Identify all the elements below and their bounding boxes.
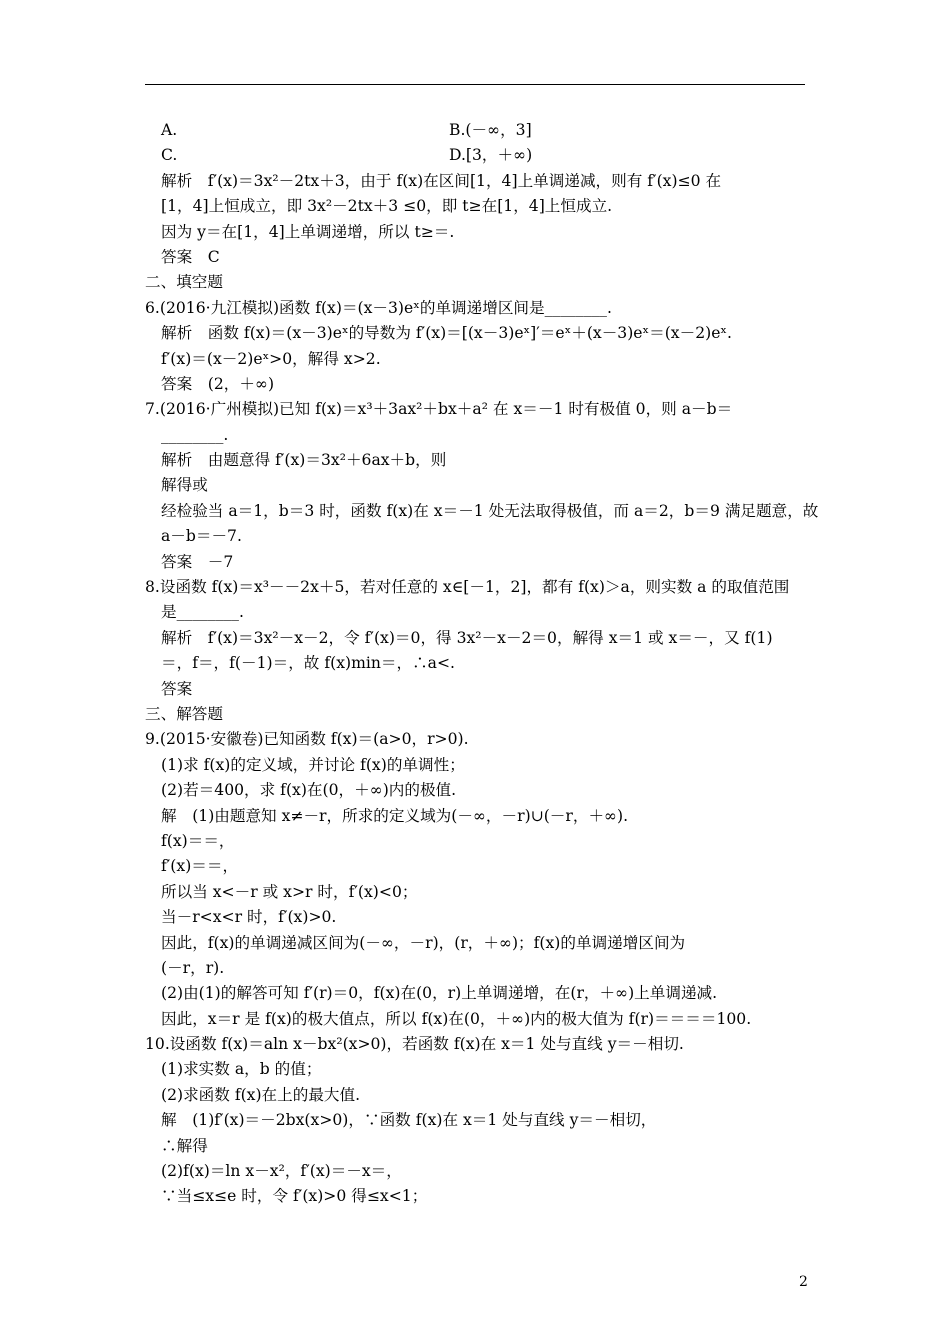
- text-line: 经检验当 a＝1，b＝3 时，函数 f(x)在 x＝－1 处无法取得极值，而 a＝2，b＝9 满足题意，故: [161, 501, 819, 520]
- options-row-cd: [145, 143, 815, 168]
- text-line: ∵当≤x≤e 时，令 f′(x)>0 得≤x<1；: [161, 1187, 428, 1206]
- text-line: (2)f(x)＝ln x－x²，f′(x)＝－x＝，: [161, 1162, 402, 1181]
- option-c: C.: [161, 146, 178, 165]
- text-line: 解 (1)由题意知 x≠－r，所求的定义域为(－∞，－r)∪(－r，＋∞).: [161, 806, 629, 825]
- answer-line: 答案 －7: [161, 552, 234, 571]
- question-line: 6.(2016·九江模拟)函数 f(x)＝(x－3)eˣ的单调递增区间是________.: [145, 298, 612, 317]
- text-line: 因此，f(x)的单调递减区间为(－∞，－r)，(r，＋∞)；f(x)的单调递增区间为: [161, 933, 686, 952]
- document-body: [145, 118, 819, 1210]
- text-line: 解 (1)f′(x)＝－2bx(x>0)，∵函数 f(x)在 x＝1 处与直线 y＝－相切，: [161, 1111, 657, 1130]
- text-line: (1)求 f(x)的定义域，并讨论 f(x)的单调性；: [161, 755, 465, 774]
- text-line: (2)由(1)的解答可知 f′(r)＝0，f(x)在(0，r)上单调递增，在(r，＋∞)上单调递减.: [161, 984, 718, 1003]
- text-line: [1，4]上恒成立，即 3x²－2tx＋3 ≤0，即 t≥在[1，4]上恒成立.: [161, 197, 613, 216]
- text-line: a－b＝－7.: [161, 527, 242, 546]
- question-line: 10.设函数 f(x)＝aln x－bx²(x>0)，若函数 f(x)在 x＝1 处与直线 y＝－相切.: [145, 1035, 684, 1054]
- text-line: 解析 f′(x)＝3x²－2tx＋3，由于 f(x)在区间[1，4]上单调递减，则有 f′(x)≤0 在: [161, 171, 722, 190]
- header-rule: [145, 84, 805, 85]
- text-line: ＝，f＝，f(－1)＝，故 f(x)min＝，∴a<.: [161, 654, 455, 673]
- options-row-ab: [145, 118, 815, 143]
- text-line: 因为 y＝在[1，4]上单调递增，所以 t≥＝.: [161, 222, 455, 241]
- option-b: B.(－∞，3]: [449, 121, 532, 139]
- option-d: D.[3，＋∞): [449, 146, 533, 165]
- text-line: f′(x)＝＝，: [161, 857, 239, 876]
- text-line: ∴解得: [161, 1136, 208, 1155]
- section-heading: 二、填空题: [145, 273, 223, 292]
- answer-line: 答案 (2，＋∞): [161, 374, 275, 393]
- answer-line: 答案 C: [161, 247, 220, 266]
- text-line: f′(x)＝(x－2)eˣ>0，解得 x>2.: [161, 349, 381, 368]
- text-line: 解析 由题意得 f′(x)＝3x²＋6ax＋b，则: [161, 451, 447, 470]
- text-line: (1)求实数 a，b 的值；: [161, 1060, 322, 1079]
- question-line: 8.设函数 f(x)＝x³－－2x＋5，若对任意的 x∈[－1，2]，都有 f(x)＞a，则实数 a 的取值范围: [145, 578, 790, 597]
- section-heading: 三、解答题: [145, 704, 223, 723]
- text-line: (2)求函数 f(x)在上的最大值.: [161, 1085, 361, 1104]
- text-line: ________.: [161, 425, 229, 444]
- text-line: (－r，r).: [161, 958, 225, 977]
- text-line: 解析 f′(x)＝3x²－x－2，令 f′(x)＝0，得 3x²－x－2＝0，解得 x＝1 或 x＝－，又 f(1): [161, 628, 773, 647]
- text-line: f(x)＝＝，: [161, 831, 235, 850]
- text-line: 所以当 x<－r 或 x>r 时，f′(x)<0；: [161, 882, 418, 901]
- question-line: 9.(2015·安徽卷)已知函数 f(x)＝(a>0，r>0).: [145, 730, 469, 749]
- text-line: 解得或: [161, 476, 208, 495]
- page-number: 2: [799, 1274, 808, 1290]
- text-line: (2)若＝400，求 f(x)在(0，＋∞)内的极值.: [161, 781, 457, 800]
- text-line: 当－r<x<r 时，f′(x)>0.: [161, 908, 337, 927]
- text-line: 是________.: [161, 603, 244, 622]
- text-line: 解析 函数 f(x)＝(x－3)eˣ的导数为 f′(x)＝[(x－3)eˣ]′＝eˣ＋(x－3)eˣ＝(x－2)eˣ.: [161, 324, 732, 343]
- question-line: 7.(2016·广州模拟)已知 f(x)＝x³＋3ax²＋bx＋a² 在 x＝－1 时有极值 0，则 a－b＝: [145, 400, 733, 419]
- option-a: A.: [161, 121, 178, 139]
- text-line: 因此，x＝r 是 f(x)的极大值点，所以 f(x)在(0，＋∞)内的极大值为 f(r)＝＝＝＝100.: [161, 1009, 752, 1028]
- answer-line: 答案: [161, 679, 193, 698]
